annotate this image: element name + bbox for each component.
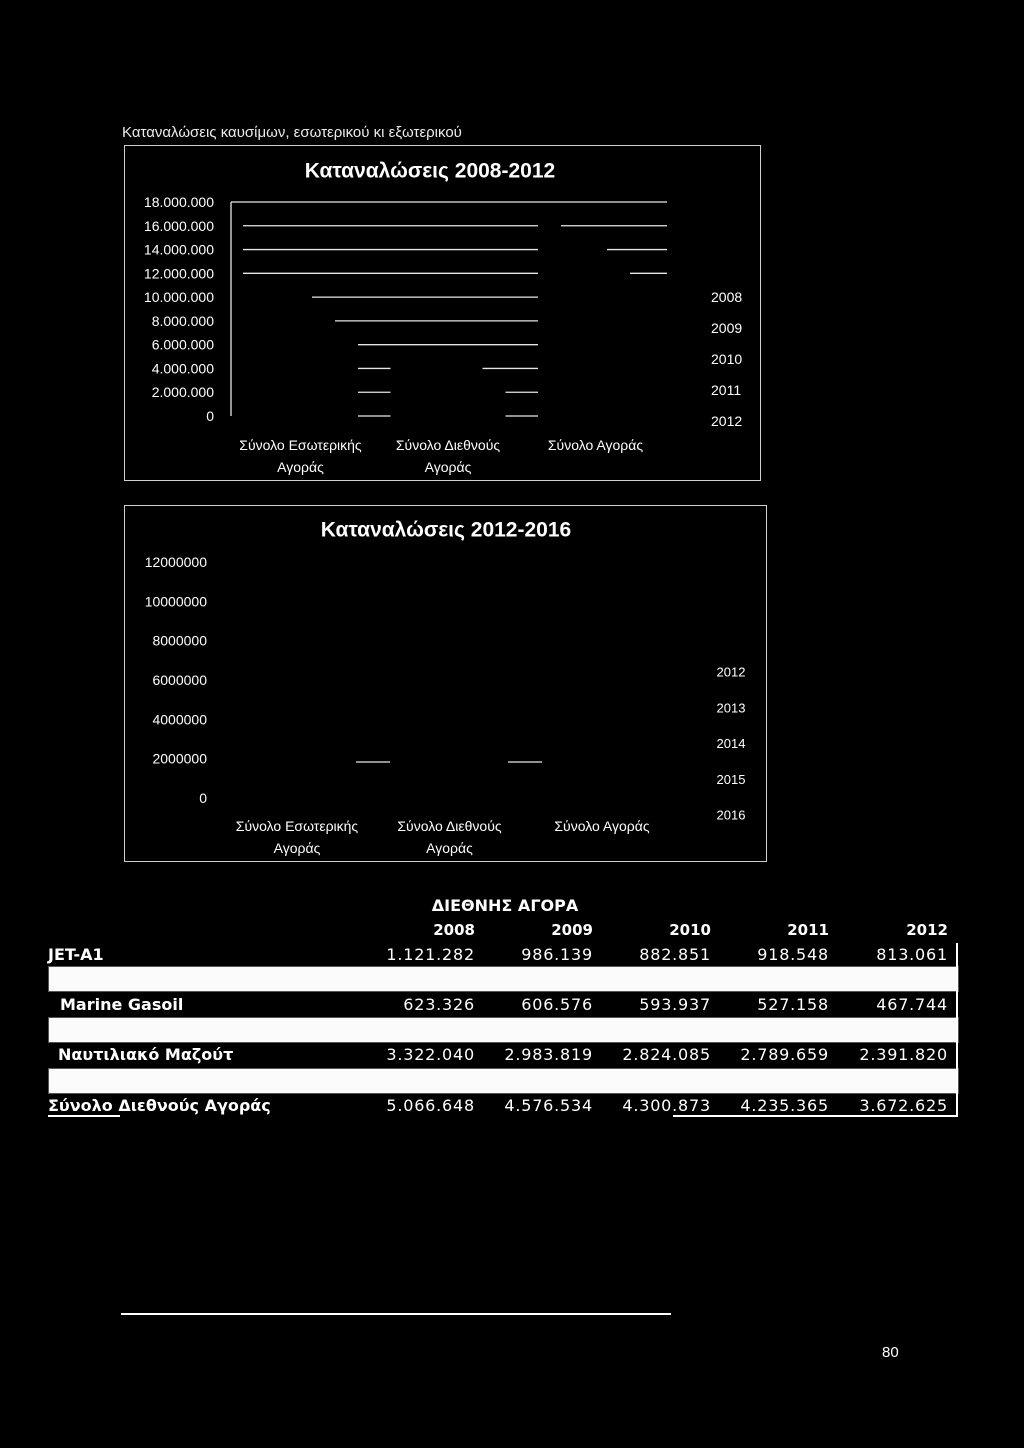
- table-cell: 813.061: [876, 945, 948, 964]
- legend-entry: 2015: [716, 771, 746, 787]
- row-separator: [48, 1068, 959, 1094]
- category-label: Αγοράς: [426, 840, 473, 856]
- table-cell: 527.158: [757, 995, 829, 1014]
- y-tick-label: 6.000.000: [151, 336, 214, 353]
- y-tick-label: 12.000.000: [143, 265, 214, 282]
- category-label: Αγοράς: [277, 459, 324, 475]
- category-label: Σύνολο Διεθνούς: [397, 818, 502, 834]
- y-tick-label: 0: [199, 790, 207, 806]
- bar-2011-category-2: [607, 259, 630, 417]
- table-cell: 986.139: [521, 945, 593, 964]
- bar-2010-category-1: [437, 365, 460, 418]
- figure-caption: Καταναλώσεις καυσίμων, εσωτερικού κι εξωτερικού: [122, 124, 462, 141]
- y-tick-label: 10000000: [144, 593, 207, 610]
- row-separator: [48, 1017, 959, 1043]
- bar-2008-category-0: [243, 279, 266, 417]
- column-header-year: 2010: [669, 921, 711, 939]
- legend-entry: 2014: [716, 736, 746, 751]
- table-cell: 5.066.648: [386, 1096, 475, 1115]
- table-cell: 1.121.282: [386, 945, 475, 964]
- legend-entry: 2009: [711, 320, 743, 336]
- category-label: Σύνολο Αγοράς: [554, 818, 650, 834]
- row-separator: [48, 966, 959, 992]
- table-cell: 2.391.820: [859, 1045, 948, 1064]
- legend-entry: 2008: [711, 289, 743, 305]
- table-cell: 2.983.819: [504, 1045, 593, 1064]
- y-tick-label: 12000000: [144, 554, 207, 570]
- y-tick-label: 8.000.000: [151, 312, 214, 329]
- bar-2008-category-2: [538, 219, 561, 418]
- category-label: Σύνολο Διεθνούς: [395, 437, 501, 453]
- y-tick-label: 14.000.000: [143, 241, 214, 258]
- column-header-year: 2012: [906, 921, 948, 939]
- y-tick-label: 2.000.000: [151, 384, 214, 401]
- column-header-year: 2009: [551, 921, 593, 939]
- bar-2012-category-1: [483, 372, 506, 417]
- bar-2009-category-2: [561, 231, 584, 418]
- table-right-border: [956, 943, 958, 1117]
- legend-entry: 2012: [716, 664, 746, 680]
- table-cell: 3.672.625: [859, 1096, 948, 1115]
- table-cell: 4.235.365: [740, 1096, 829, 1115]
- y-tick-label: 8000000: [152, 632, 207, 649]
- y-tick-label: 0: [206, 408, 214, 424]
- y-tick-label: 10.000.000: [143, 289, 214, 306]
- table-title: ΔΙΕΘΝΗΣ ΑΓΟΡΑ: [431, 896, 579, 915]
- row-label: Marine Gasoil: [60, 995, 184, 1014]
- bar-2009-category-1: [414, 362, 437, 418]
- y-tick-label: 4.000.000: [151, 360, 214, 377]
- bar-2010-category-2: [584, 240, 607, 417]
- table-cell: 606.576: [521, 995, 593, 1014]
- table-cell: 4.300.873: [622, 1096, 711, 1115]
- page-number: 80: [882, 1344, 899, 1361]
- table-cell: 882.851: [639, 945, 711, 964]
- category-label: Αγοράς: [424, 459, 472, 475]
- chart-consumption-2012-2016: [124, 505, 767, 862]
- row-label: Ναυτιλιακό Μαζούτ: [58, 1045, 234, 1064]
- table-cell: 593.937: [639, 995, 711, 1014]
- column-header-year: 2011: [787, 921, 829, 939]
- chart-title: Καταναλώσεις 2012-2016: [320, 518, 572, 542]
- y-tick-label: 18.000.000: [143, 194, 214, 210]
- table-cell: 2.789.659: [740, 1045, 829, 1064]
- category-label: Σύνολο Εσωτερικής: [235, 818, 359, 834]
- legend-entry: 2013: [716, 700, 746, 716]
- y-tick-label: 2000000: [152, 750, 207, 767]
- bar-2010-category-0: [289, 291, 312, 417]
- column-header-year: 2008: [433, 921, 475, 939]
- table-bottom-border: [48, 1115, 120, 1117]
- legend-entry: 2011: [711, 382, 742, 398]
- category-label: Σύνολο Εσωτερικής: [239, 437, 362, 453]
- table-bottom-border: [673, 1115, 958, 1117]
- y-tick-label: 16.000.000: [143, 217, 214, 234]
- table-cell: 623.326: [403, 995, 475, 1014]
- legend-entry: 2016: [716, 807, 746, 823]
- category-label: Σύνολο Αγοράς: [547, 437, 644, 453]
- bar-2009-category-0: [266, 285, 289, 417]
- chart-title: Καταναλώσεις 2008-2012: [304, 159, 556, 183]
- y-tick-label: 6000000: [152, 672, 207, 688]
- bar-2008-category-1: [391, 356, 414, 418]
- table-cell: 918.548: [757, 945, 829, 964]
- legend-entry: 2012: [711, 413, 743, 429]
- chart-frame: [125, 506, 767, 862]
- row-label: Σύνολο Διεθνούς Αγοράς: [48, 1096, 271, 1115]
- bar-2012-category-0: [335, 333, 358, 418]
- table-cell: 2.824.085: [622, 1045, 711, 1064]
- table-cell: 467.744: [876, 995, 948, 1014]
- bar-2011-category-1: [460, 366, 483, 418]
- table-cell: 3.322.040: [386, 1045, 475, 1064]
- footnote-separator: [121, 1313, 671, 1315]
- chart-consumption-2008-2012: [124, 145, 761, 481]
- category-label: Αγοράς: [273, 840, 321, 856]
- y-tick-label: 4000000: [152, 711, 207, 728]
- bar-2011-category-0: [312, 309, 335, 418]
- bar-2012-category-2: [630, 289, 653, 418]
- row-label: JET-A1: [48, 945, 104, 964]
- legend-entry: 2010: [711, 351, 743, 367]
- table-cell: 4.576.534: [504, 1096, 593, 1115]
